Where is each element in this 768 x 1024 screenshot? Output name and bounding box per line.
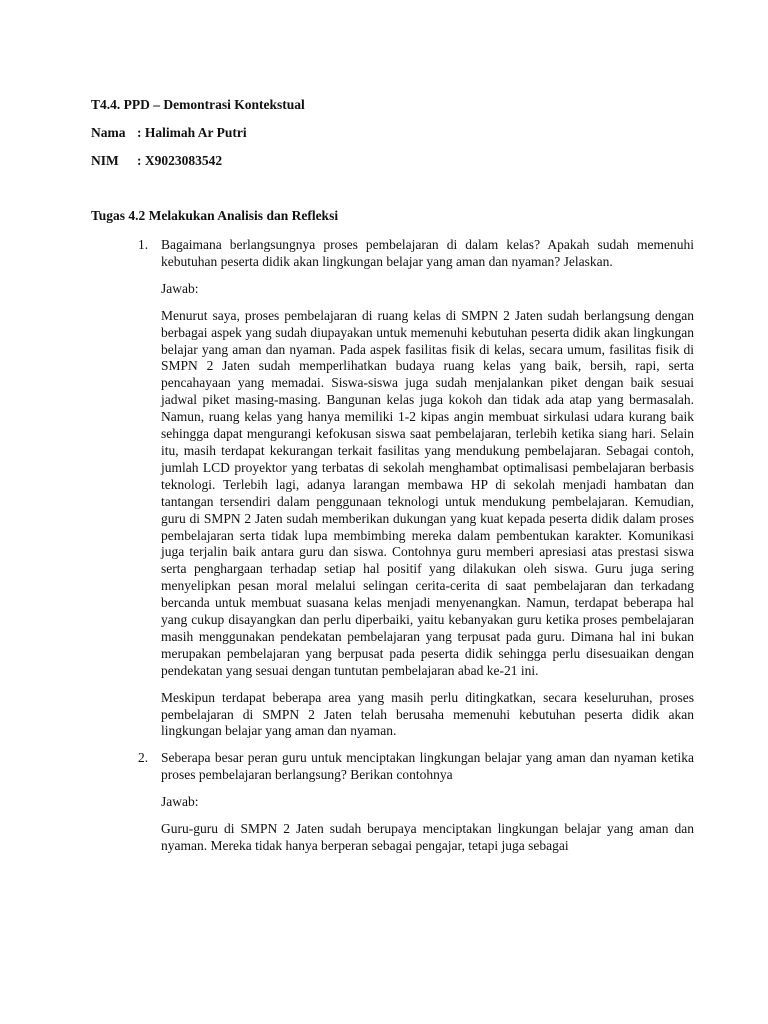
name-label: Nama (91, 125, 126, 140)
answer-label: Jawab: (161, 280, 199, 296)
answer-paragraph: Menurut saya, proses pembelajaran di ruang kelas di SMPN 2 Jaten sudah berlangsung dengan berbagai aspek yang sudah diupayakan untuk memenuhi kebutuhan peserta didik akan lingkungan belajar yang aman dan nyaman. Pada aspek fasilitas fisik di kelas, secara umum, fasilitas fisik di SMPN 2 Jaten sudah memperlihatkan budaya ruang kelas yang baik, bersih, rapi, serta pencahayaan yang memadai. Siswa-siswa juga sudah menjalankan piket dengan baik sesuai jadwal piket masing-masing. Bangunan kelas juga kokoh dan tidak ada atap yang bermasalah. Namun, ruang kelas yang hanya memiliki 1-2 kipas angin membuat sirkulasi udara kurang baik sehingga dapat mengurangi kefokusan siswa saat pembelajaran, terlebih ketika siang hari. Selain itu, masih terdapat kekurangan terkait fasilitas yang mendukung pembelajaran. Sebagai contoh, jumlah LCD proyektor yang terbatas di sekolah menghambat optimalisasi pembelajaran berbasis teknologi. Terlebih lagi, adanya larangan membawa HP di sekolah menjadi hambatan dan tantangan tersendiri dalam penggunaan teknologi untuk mendukung pembelajaran. Kemudian, guru di SMPN 2 Jaten sudah memberikan dukungan yang kuat kepada peserta didik dalam proses pembelajaran serta tidak lupa membimbing mereka dalam pembentukan karakter. Komunikasi juga terjalin baik antara guru dan siswa. Contohnya guru memberi apresiasi atas prestasi siswa serta penghargaan terhadap setiap hal positif yang dilakukan oleh siswa. Guru juga sering menyelipkan pesan moral melalui selingan cerita-cerita di saat pembelajaran dan terkadang bercanda untuk membuat suasana kelas menjadi menyenangkan. Namun, terdapat beberapa hal yang cukup disayangkan dan perlu diperbaiki, yaitu kebanyakan guru ketika proses pembelajaran masih menggunakan pendekatan pembelajaran yang terpusat pada guru. Dimana hal ini bukan merupakan pembelajaran yang berpusat pada peserta didik sehingga perlu disesuaikan dengan pendekatan yang sesuai dengan tuntutan pembelajaran abad ke-21 ini. (161, 307, 694, 678)
question-number: 2. (138, 750, 149, 766)
name-value: : Halimah Ar Putri (137, 125, 247, 140)
name-line (91, 125, 247, 142)
question-item-2 (91, 750, 694, 855)
nim-value: : X9023083542 (137, 153, 223, 168)
question-number: 1. (138, 237, 149, 252)
document-title: T4.4. PPD – Demontrasi Kontekstual (91, 97, 305, 112)
question-item-1 (91, 237, 694, 740)
nim-line (91, 153, 222, 170)
answer-paragraph: Meskipun terdapat beberapa area yang masih perlu ditingkatkan, secara keseluruhan, proses pembelajaran di SMPN 2 Jaten telah berusaha memenuhi kebutuhan peserta didik akan lingkungan belajar yang aman dan nyaman. (161, 689, 694, 739)
nim-label: NIM (91, 153, 119, 168)
answer-paragraph: Guru-guru di SMPN 2 Jaten sudah berupaya menciptakan lingkungan belajar yang aman dan nyaman. Mereka tidak hanya berperan sebagai pengajar, tetapi juga sebagai (161, 821, 694, 853)
question-list (91, 237, 694, 865)
answer-label: Jawab: (161, 794, 199, 810)
question-text: Bagaimana berlangsungnya proses pembelajaran di dalam kelas? Apakah sudah memenuhi kebutuhan peserta didik akan lingkungan belajar yang aman dan nyaman? Jelaskan. (161, 237, 694, 269)
section-title: Tugas 4.2 Melakukan Analisis dan Refleksi (91, 208, 339, 223)
question-text: Seberapa besar peran guru untuk menciptakan lingkungan belajar yang aman dan nyaman ketika proses pembelajaran berlangsung? Berikan contohnya (161, 750, 694, 783)
